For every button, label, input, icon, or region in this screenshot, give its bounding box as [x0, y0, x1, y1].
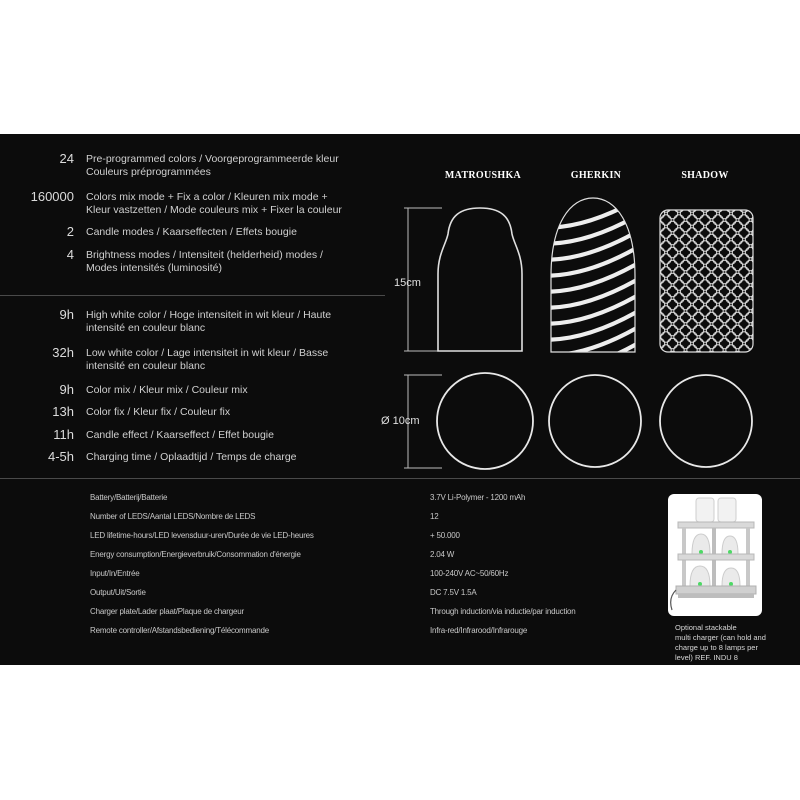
stackable-charger-image: [668, 494, 762, 616]
shadow-top-view: [660, 375, 752, 467]
spec-label: LED lifetime-hours/LED levensduur-uren/Durée de vie LED-heures: [90, 531, 314, 540]
autonomy-hours: 9h: [59, 382, 74, 397]
spec-label: Output/Uit/Sortie: [90, 588, 146, 597]
spec-value: 100-240V AC~50/60Hz: [430, 569, 509, 578]
spec-label: Input/In/Entrée: [90, 569, 140, 578]
table-row: [0, 626, 660, 645]
spec-value: 2.04 W: [430, 550, 455, 559]
diameter-label: Ø 10cm: [381, 415, 420, 427]
matroushka-lamp-shape: [438, 208, 522, 351]
spec-value: DC 7.5V 1.5A: [430, 588, 477, 597]
feature-text: Pre-programmed colors / Voorgeprogrammeerde kleur Couleurs préprogrammées: [86, 153, 339, 178]
autonomy-text: Charging time / Oplaadtijd / Temps de charge: [86, 451, 297, 463]
autonomy-text: High white color / Hoge intensiteit in wit kleur / Haute intensité en couleur blanc: [86, 309, 332, 334]
features-divider: [0, 295, 385, 296]
feature-text: Colors mix mode + Fix a color / Kleuren mix mode + Kleur vastzetten / Mode couleurs mix + Fixer la couleur: [86, 191, 342, 216]
lamp-name-gherkin: GHERKIN: [570, 170, 622, 181]
autonomy-text: Low white color / Lage intensiteit in wit kleur / Basse intensité en couleur blanc: [86, 347, 329, 372]
autonomy-text: Candle effect / Kaarseffect / Effet bougie: [86, 429, 274, 441]
table-row: [0, 550, 660, 569]
spec-value: 12: [430, 512, 439, 521]
lamp-name-matroushka: MATROUSHKA: [444, 170, 522, 181]
lamp-drawings: [380, 194, 780, 484]
spec-sheet-panel: [0, 134, 800, 665]
spec-value: 3.7V Li-Polymer - 1200 mAh: [430, 493, 526, 502]
gherkin-top-view: [549, 375, 641, 467]
autonomy-hours: 11h: [53, 427, 74, 442]
spec-label: Remote controller/Afstandsbediening/Télécommande: [90, 626, 269, 635]
autonomy-hours: 13h: [52, 404, 74, 419]
shadow-lamp-shape: [660, 210, 753, 352]
height-label: 15cm: [394, 277, 421, 289]
autonomy-hours: 4-5h: [47, 449, 74, 464]
spec-value: Through induction/via inductie/par induction: [430, 607, 576, 616]
autonomy-text: Color fix / Kleur fix / Couleur fix: [86, 406, 231, 418]
table-row: [0, 588, 660, 607]
spec-value: Infra-red/Infrarood/Infrarouge: [430, 626, 528, 635]
spec-label: Charger plate/Lader plaat/Plaque de chargeur: [90, 607, 244, 616]
feature-text: Candle modes / Kaarseffecten / Effets bougie: [86, 226, 297, 238]
feature-number: 24: [59, 151, 74, 166]
autonomy-hours: 9h: [59, 307, 74, 322]
matroushka-top-view: [437, 373, 533, 469]
lamp-name-shadow: SHADOW: [681, 170, 729, 181]
autonomy-hours: 32h: [52, 345, 74, 360]
feature-number: 4: [66, 247, 74, 262]
table-row: [0, 493, 660, 512]
charger-caption: Optional stackable multi charger (can hold and charge up to 8 lamps per level) REF. INDU 8: [675, 623, 766, 662]
table-row: [0, 607, 660, 626]
table-row: [0, 512, 660, 531]
autonomy-text: Color mix / Kleur mix / Couleur mix: [86, 384, 248, 396]
spec-label: Energy consumption/Energieverbruik/Consommation d'énergie: [90, 550, 301, 559]
spec-value: + 50.000: [430, 531, 460, 540]
table-row: [0, 531, 660, 550]
feature-number: 160000: [30, 189, 74, 204]
gherkin-lamp-shape: [510, 194, 650, 388]
feature-text: Brightness modes / Intensiteit (helderheid) modes / Modes intensités (luminosité): [86, 249, 323, 274]
spec-label: Number of LEDS/Aantal LEDS/Nombre de LEDS: [90, 512, 256, 521]
feature-number: 2: [66, 224, 74, 239]
spec-label: Battery/Batterij/Batterie: [90, 493, 168, 502]
table-row: [0, 569, 660, 588]
